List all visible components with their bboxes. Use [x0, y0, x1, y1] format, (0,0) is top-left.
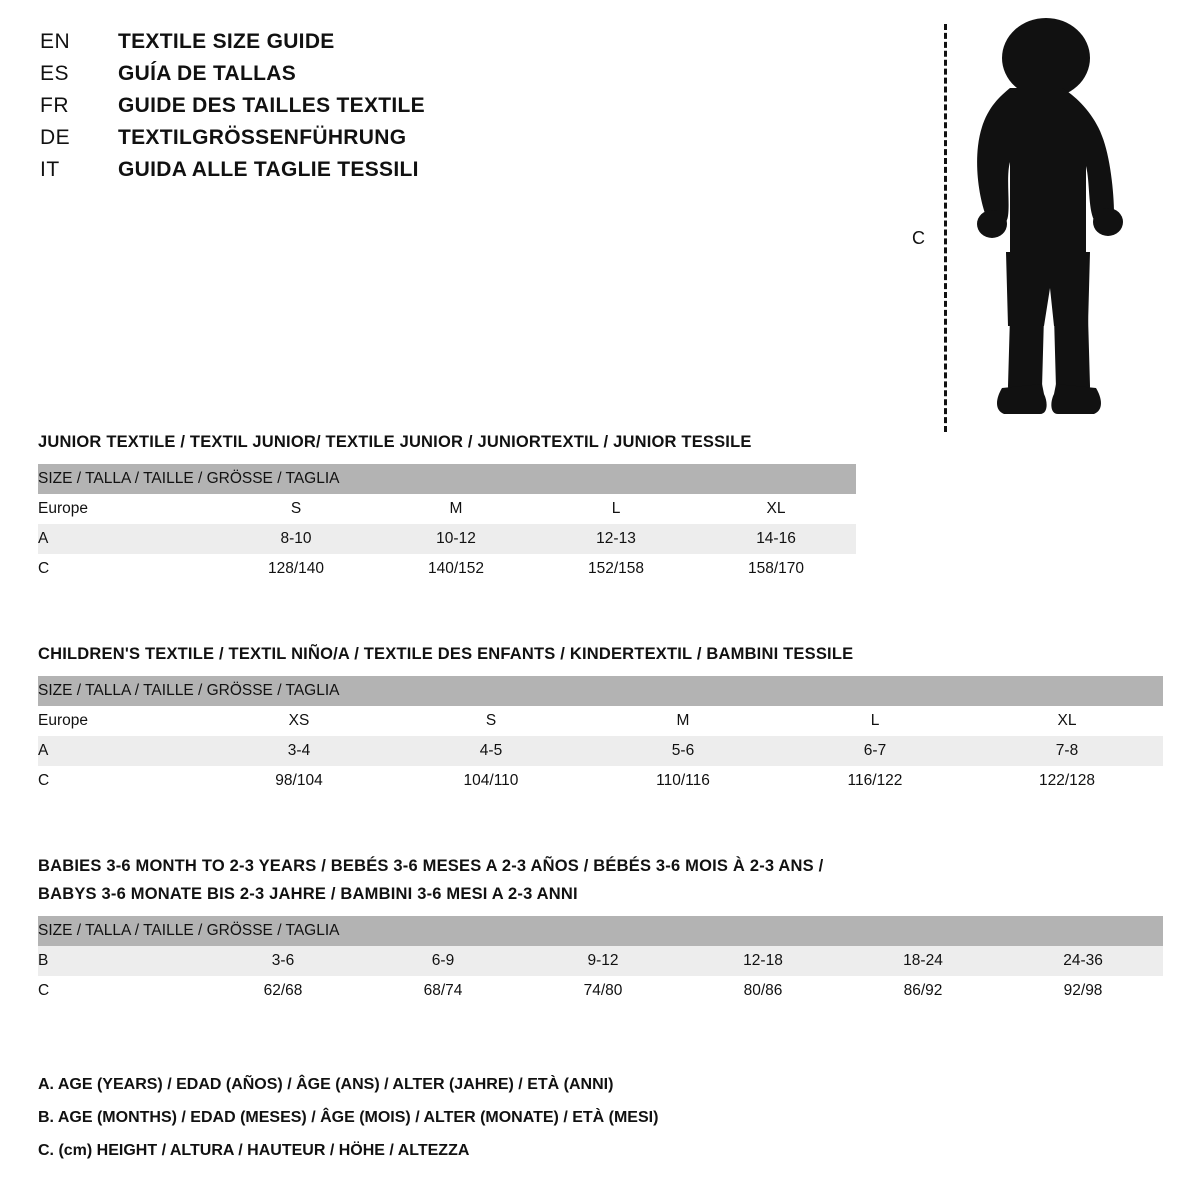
cell-value: 128/140 — [216, 554, 376, 584]
section-title: BABIES 3-6 MONTH TO 2-3 YEARS / BEBÉS 3-6 MESES A 2-3 AÑOS / BÉBÉS 3-6 MOIS À 2-3 ANS / — [38, 857, 824, 875]
table-row — [38, 524, 856, 554]
cell-value: 8-10 — [216, 524, 376, 554]
language-title-block — [40, 30, 680, 190]
cell-value: 12-18 — [683, 946, 843, 976]
row-label: C — [38, 554, 216, 584]
table-row — [38, 554, 856, 584]
cell-value: 18-24 — [843, 946, 1003, 976]
cell-value: 12-13 — [536, 524, 696, 554]
footnote-b: B. AGE (MONTHS) / EDAD (MESES) / ÂGE (MOIS) / ALTER (MONATE) / ETÀ (MESI) — [38, 1109, 659, 1126]
footnote-a: A. AGE (YEARS) / EDAD (AÑOS) / ÂGE (ANS) / ALTER (JAHRE) / ETÀ (ANNI) — [38, 1076, 614, 1093]
cell-value: 104/110 — [395, 766, 587, 796]
babies-size-table — [38, 916, 1163, 1006]
guide-title: GUIDE DES TAILLES TEXTILE — [118, 94, 425, 117]
section-childrens-textile — [38, 640, 1163, 796]
cell-value: 3-4 — [203, 736, 395, 766]
header-row — [40, 94, 680, 126]
cell-value: 6-9 — [363, 946, 523, 976]
row-label: C — [38, 766, 203, 796]
language-code: ES — [40, 62, 70, 85]
header-row — [40, 126, 680, 158]
cell-value: 68/74 — [363, 976, 523, 1006]
cell-value: 152/158 — [536, 554, 696, 584]
table-header-row — [38, 916, 1163, 946]
section-title: CHILDREN'S TEXTILE / TEXTIL NIÑO/A / TEXTILE DES ENFANTS / KINDERTEXTIL / BAMBINI TESSILE — [38, 645, 854, 663]
language-code: IT — [40, 158, 60, 181]
row-label: C — [38, 976, 203, 1006]
header-row — [40, 30, 680, 62]
table-header-row — [38, 464, 856, 494]
cell-value: XL — [696, 494, 856, 524]
footnote-c: C. (cm) HEIGHT / ALTURA / HAUTEUR / HÖHE / ALTEZZA — [38, 1142, 470, 1159]
cell-value: S — [216, 494, 376, 524]
guide-title: TEXTILGRÖSSENFÜHRUNG — [118, 126, 407, 149]
dashed-measure-line — [944, 24, 947, 432]
cell-value: 80/86 — [683, 976, 843, 1006]
cell-value: 6-7 — [779, 736, 971, 766]
table-row — [38, 736, 1163, 766]
cell-value: 14-16 — [696, 524, 856, 554]
cell-value: 92/98 — [1003, 976, 1163, 1006]
cell-value: S — [395, 706, 587, 736]
guide-title: TEXTILE SIZE GUIDE — [118, 30, 335, 53]
language-code: FR — [40, 94, 69, 117]
cell-value: 116/122 — [779, 766, 971, 796]
row-label: Europe — [38, 706, 203, 736]
cell-value: L — [536, 494, 696, 524]
section-title: JUNIOR TEXTILE / TEXTIL JUNIOR/ TEXTILE JUNIOR / JUNIORTEXTIL / JUNIOR TESSILE — [38, 433, 752, 451]
height-measurement-figure — [900, 10, 1160, 430]
header-row — [40, 158, 680, 190]
cell-value: 62/68 — [203, 976, 363, 1006]
row-label: B — [38, 946, 203, 976]
cell-value: 5-6 — [587, 736, 779, 766]
cell-value: 158/170 — [696, 554, 856, 584]
cell-value: 24-36 — [1003, 946, 1163, 976]
cell-value: 98/104 — [203, 766, 395, 796]
cell-value: L — [779, 706, 971, 736]
table-row — [38, 706, 1163, 736]
guide-title: GUIDA ALLE TAGLIE TESSILI — [118, 158, 419, 181]
cell-value: M — [587, 706, 779, 736]
section-babies-textile — [38, 852, 1163, 1006]
cell-value: 10-12 — [376, 524, 536, 554]
junior-size-table — [38, 464, 856, 584]
cell-value: XL — [971, 706, 1163, 736]
cell-value: M — [376, 494, 536, 524]
children-size-table — [38, 676, 1163, 796]
table-row — [38, 766, 1163, 796]
row-label: A — [38, 524, 216, 554]
cell-value: XS — [203, 706, 395, 736]
cell-value: 7-8 — [971, 736, 1163, 766]
header-row — [40, 62, 680, 94]
table-header-row — [38, 676, 1163, 706]
legend-footnotes — [38, 1068, 658, 1167]
child-silhouette-icon — [958, 16, 1148, 431]
table-row — [38, 976, 1163, 1006]
cell-value: 110/116 — [587, 766, 779, 796]
section-title-line2: BABYS 3-6 MONATE BIS 2-3 JAHRE / BAMBINI 3-6 MESI A 2-3 ANNI — [38, 885, 578, 903]
section-junior-textile — [38, 428, 856, 584]
row-label: Europe — [38, 494, 216, 524]
table-row — [38, 946, 1163, 976]
size-header-label: SIZE / TALLA / TAILLE / GRÖSSE / TAGLIA — [38, 676, 1163, 706]
cell-value: 122/128 — [971, 766, 1163, 796]
language-code: DE — [40, 126, 71, 149]
cell-value: 4-5 — [395, 736, 587, 766]
size-header-label: SIZE / TALLA / TAILLE / GRÖSSE / TAGLIA — [38, 916, 1163, 946]
cell-value: 86/92 — [843, 976, 1003, 1006]
table-row — [38, 494, 856, 524]
cell-value: 140/152 — [376, 554, 536, 584]
figure-height-label: C — [912, 228, 925, 248]
cell-value: 9-12 — [523, 946, 683, 976]
size-header-label: SIZE / TALLA / TAILLE / GRÖSSE / TAGLIA — [38, 464, 856, 494]
language-code: EN — [40, 30, 71, 53]
guide-title: GUÍA DE TALLAS — [118, 62, 297, 85]
row-label: A — [38, 736, 203, 766]
cell-value: 74/80 — [523, 976, 683, 1006]
cell-value: 3-6 — [203, 946, 363, 976]
